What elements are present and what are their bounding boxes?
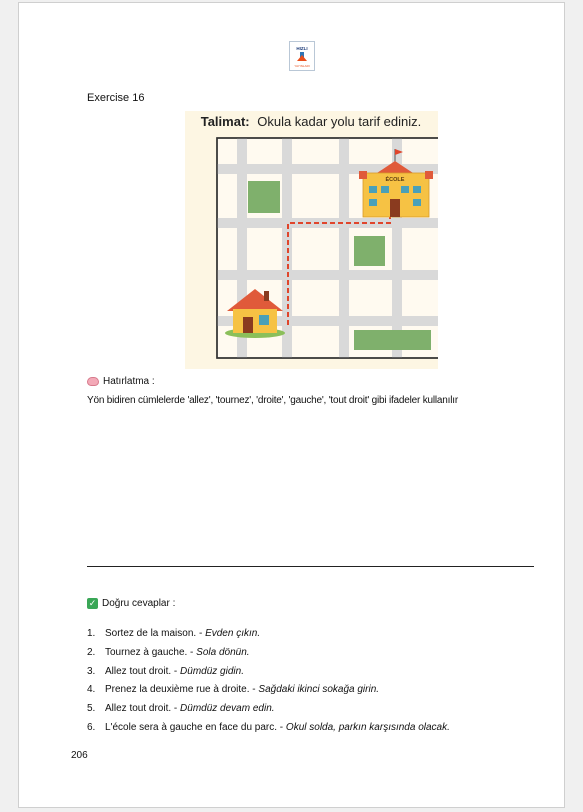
map-instruction	[201, 114, 422, 129]
logo-line1: HIZLI	[296, 46, 308, 51]
publisher-logo	[289, 41, 315, 71]
list-item: 2. Tournez à gauche. - Sola dönün.	[87, 646, 250, 658]
list-item: 6. L'école sera à gauche en face du parc. - Okul solda, parkın karşısında olacak.	[87, 721, 450, 733]
logo-icon	[290, 42, 314, 70]
list-item: 4. Prenez la deuxième rue à droite. - Sağdaki ikinci sokağa girin.	[87, 684, 380, 696]
answers-label: Doğru cevaplar :	[102, 598, 176, 609]
list-item: 1. Sortez de la maison. - Evden çıkın.	[87, 628, 261, 639]
list-item: 3. Allez tout droit. - Dümdüz gidin.	[87, 665, 244, 677]
park-2	[354, 236, 385, 266]
exercise-title: Exercise 16	[87, 92, 145, 104]
instruction-text: Okula kadar yolu tarif ediniz.	[257, 114, 422, 129]
park-1	[248, 181, 280, 213]
brain-icon	[87, 377, 99, 386]
school-sign: ÉCOLE	[385, 177, 405, 183]
reminder-text: Yön bidiren cümlelerde 'allez', 'tournez', 'droite', 'gauche', 'tout droit' gibi ifadeler kullanılır	[87, 395, 458, 406]
document-page	[18, 2, 565, 808]
logo-line2: YAYINLARI	[294, 64, 310, 68]
list-item: 5. Allez tout droit. - Dümdüz devam edin.	[87, 703, 275, 715]
route-map-illustration	[185, 111, 438, 369]
reminder-label: Hatırlatma :	[103, 376, 155, 387]
park-3	[354, 330, 431, 350]
answers-heading	[87, 598, 175, 609]
reminder-heading	[87, 376, 155, 387]
check-icon: ✓	[88, 598, 97, 608]
horizontal-divider	[87, 566, 534, 567]
answers-list	[87, 628, 450, 741]
instruction-bold: Talimat:	[200, 114, 250, 129]
page-number: 206	[71, 750, 88, 761]
